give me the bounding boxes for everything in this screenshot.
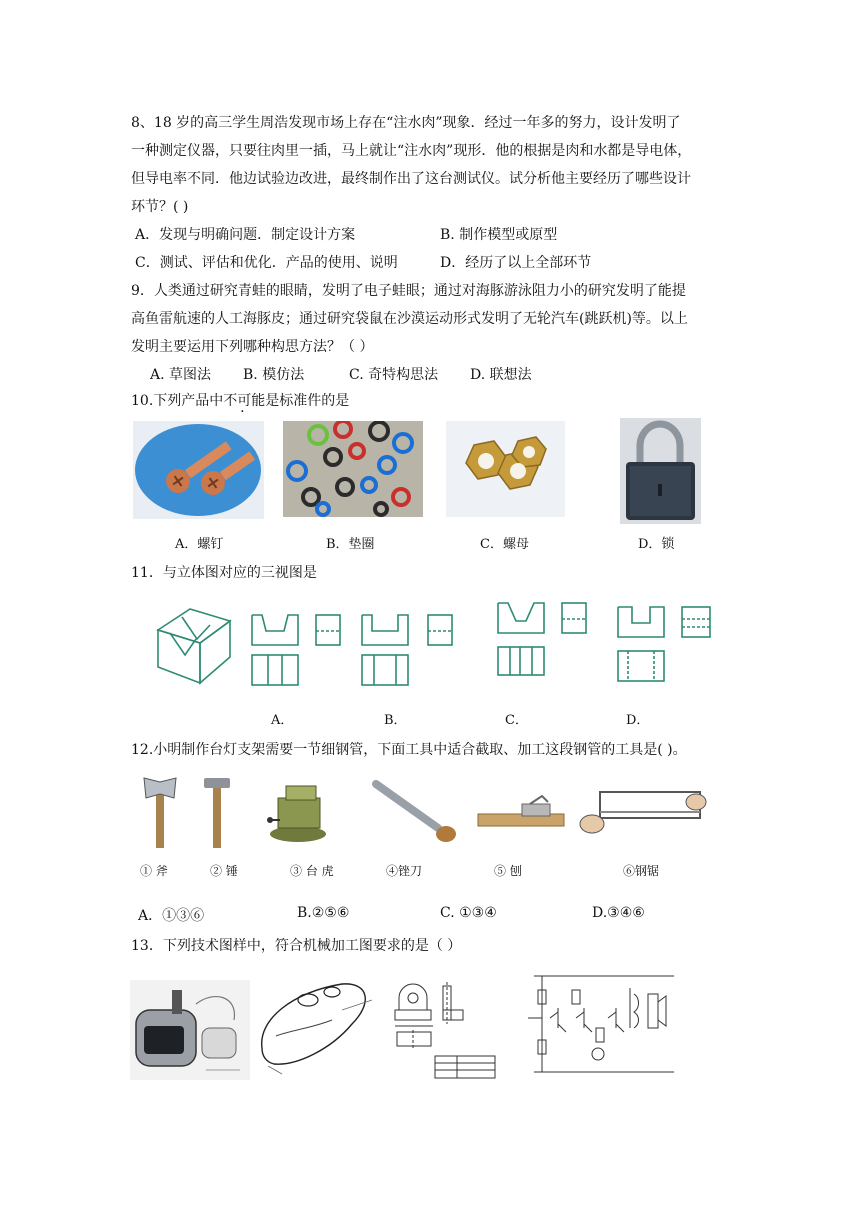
q10-caption-c: C．螺母	[480, 537, 529, 552]
q10-caption-b: B．垫圈	[326, 537, 375, 552]
q12-option-a: A．①③⑥	[138, 908, 205, 924]
q10-title-prefix: 10.下列产品中	[131, 393, 224, 409]
q10-caption-a: A．螺钉	[175, 537, 224, 552]
tool-label-4: ④锉刀	[386, 864, 423, 878]
axe-icon	[144, 778, 176, 848]
q12-title: 12.小明制作台灯支架需要一节细钢管，下面工具中适合截取、加工这段钢管的工具是( )。	[131, 742, 687, 758]
view-option-b	[362, 615, 452, 685]
q11-caption-a: A．	[271, 713, 294, 728]
tool-label-6: ⑥钢锯	[623, 864, 660, 878]
car-sketch-image	[252, 970, 380, 1080]
tool-label-1: ① 斧	[140, 864, 168, 878]
view-option-a	[252, 615, 340, 685]
file-tool-icon	[376, 784, 456, 842]
product-sketch-image	[130, 980, 250, 1080]
q12-option-d: D.③④⑥	[592, 905, 645, 921]
q8-line-1: 8、18 岁的高三学生周浩发现市场上存在“注水肉”现象．经过一年多的努力，设计发明了	[131, 115, 681, 131]
q10-title-suffix: 是标准件的是	[265, 393, 350, 409]
isometric-solid	[158, 609, 230, 683]
screws-image	[133, 421, 264, 519]
q9-option-b: B. 模仿法	[243, 367, 305, 383]
view-option-c	[498, 603, 586, 675]
q10-title	[131, 390, 349, 410]
three-view-figure	[150, 595, 720, 695]
tools-figure	[130, 772, 720, 852]
q10-caption-d: D．锁	[638, 537, 675, 552]
q9-option-a: A. 草图法	[150, 367, 212, 383]
hammer-icon	[204, 778, 230, 848]
hacksaw-icon	[580, 792, 706, 833]
q8-line-4: 环节？( )	[131, 199, 189, 215]
q11-caption-d: D．	[626, 713, 650, 728]
q11-title: 11．与立体图对应的三视图是	[131, 565, 317, 581]
q9-line-3: 发明主要运用下列哪种构思方法？（ ）	[131, 339, 374, 355]
q8-line-3: 但导电率不同．他边试验边改进，最终制作出了这台测试仪。试分析他主要经历了哪些设计	[131, 171, 691, 187]
q13-title: 13．下列技术图样中，符合机械加工图要求的是（ ）	[131, 938, 462, 954]
q9-line-2: 高鱼雷航速的人工海豚皮；通过研究袋鼠在沙漠运动形式发明了无轮汽车(跳跃机)等。以上	[131, 311, 688, 327]
q8-option-b: B. 制作模型或原型	[440, 227, 558, 243]
q9-line-1: 9．人类通过研究青蛙的眼睛，发明了电子蛙眼；通过对海豚游泳阻力小的研究发明了能提	[131, 283, 686, 299]
q10-title-emphasis: 不可能	[223, 393, 266, 409]
washers-image	[283, 421, 423, 517]
lock-image	[620, 418, 701, 524]
nuts-image	[446, 421, 565, 517]
mechanical-drawing-image	[387, 972, 497, 1080]
tool-label-2: ② 锤	[210, 864, 238, 878]
q8-option-a: A．发现与明确问题．制定设计方案	[135, 227, 356, 243]
view-option-d	[618, 607, 710, 681]
q12-option-c: C. ①③④	[440, 905, 497, 921]
q11-caption-c: C．	[505, 713, 528, 728]
q8-line-2: 一种测定仪器，只要往肉里一插，马上就让“注水肉”现形．他的根据是肉和水都是导电体，	[131, 143, 692, 159]
q8-option-d: D．经历了以上全部环节	[440, 255, 592, 271]
tool-label-5: ⑤ 刨	[494, 864, 522, 878]
q12-option-b: B.②⑤⑥	[297, 905, 350, 921]
q11-caption-b: B．	[384, 713, 407, 728]
bench-vise-icon	[267, 786, 326, 842]
q9-option-c: C. 奇特构思法	[349, 367, 439, 383]
q9-option-d: D. 联想法	[470, 367, 532, 383]
circuit-diagram-image	[520, 968, 680, 1080]
q8-option-c: C．测试、评估和优化．产品的使用、说明	[135, 255, 398, 271]
tool-label-3: ③ 台 虎	[290, 864, 334, 878]
plane-tool-icon	[478, 796, 564, 826]
